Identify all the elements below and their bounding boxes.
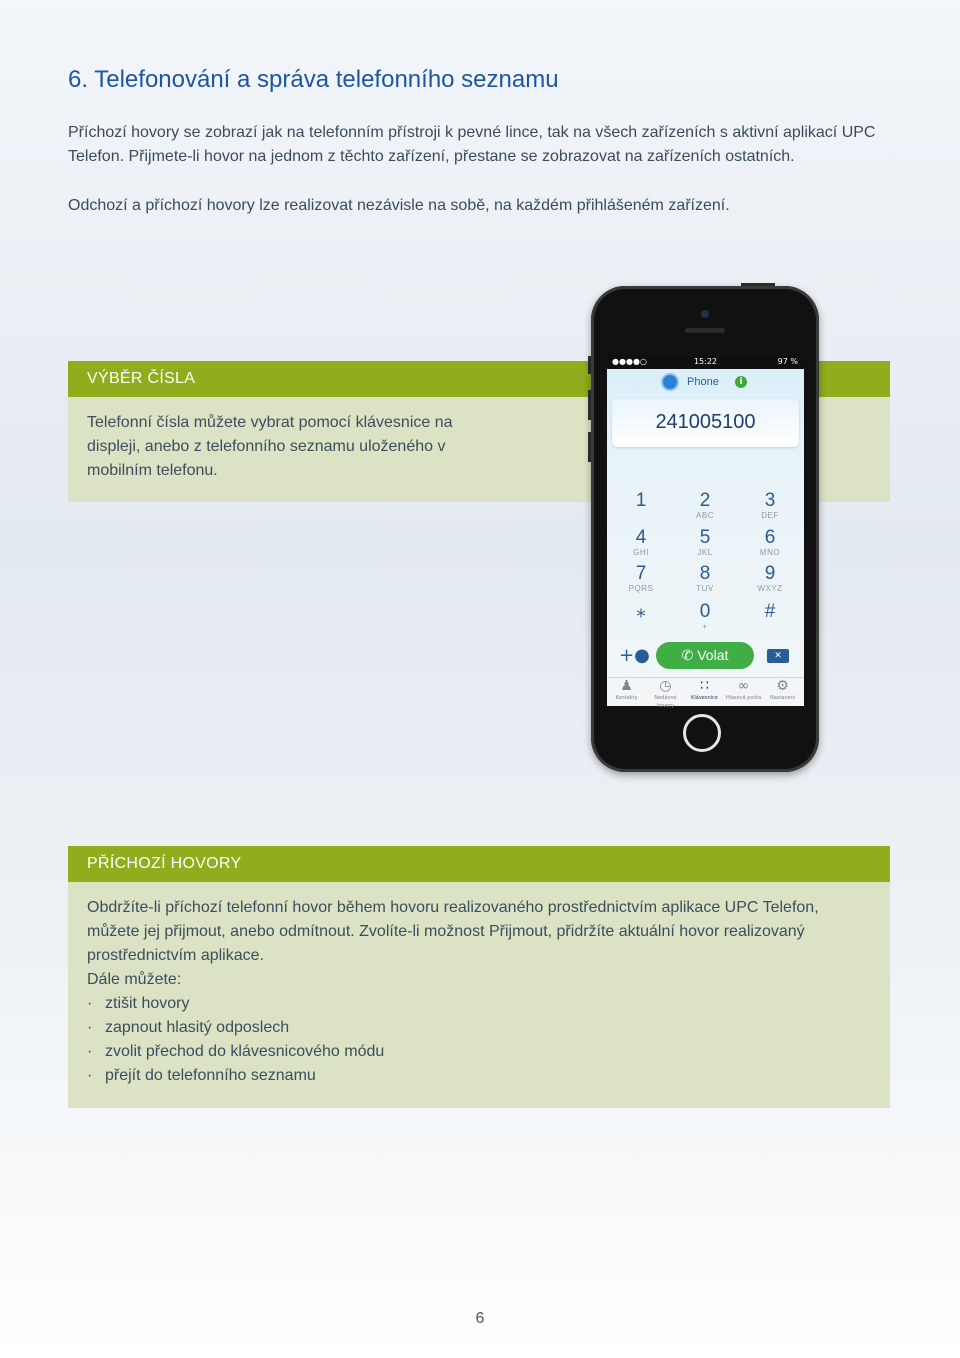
info-icon[interactable]: i: [735, 376, 747, 388]
options-list: [87, 992, 871, 1088]
key-8[interactable]: 8 TUV: [696, 563, 714, 593]
earpiece-speaker: [685, 328, 725, 333]
person-icon: ♟: [620, 678, 633, 694]
volume-up-button: [588, 390, 591, 420]
page-number: 6: [475, 1310, 485, 1327]
key-9[interactable]: 9 WXYZ: [757, 563, 783, 593]
phone-illustration: [591, 286, 819, 772]
add-contact-icon[interactable]: +●: [619, 645, 650, 666]
tab-recent[interactable]: ◷ Nedávné hovory: [646, 678, 685, 710]
key-6[interactable]: 6 MNO: [759, 527, 781, 557]
key-2[interactable]: 2 ABC: [696, 490, 714, 520]
section-more: Dále můžete:: [87, 971, 182, 988]
phone-icon: ✆: [681, 647, 698, 663]
section-prichozi-hovory: [68, 846, 890, 1108]
gear-icon: ⚙: [776, 678, 789, 694]
power-button: [741, 283, 775, 286]
list-item: · zapnout hlasitý odposlech: [87, 1016, 871, 1040]
app-name: Phone: [687, 376, 719, 388]
tab-bar: [607, 677, 804, 709]
front-camera: [701, 310, 709, 318]
section-heading: VÝBĚR ČÍSLA: [68, 361, 890, 397]
status-bar: [607, 355, 804, 369]
number-display: [612, 399, 799, 447]
section-paragraph: Obdržíte-li příchozí telefonní hovor během hovoru realizovaného prostřednictvím aplikace UPC Telefon, můžete jej přijmout, anebo odmítnout. Zvolíte-li možnost Přijmout, přidržíte aktuální hovor realizovaný prostřednictvím aplikace.: [87, 899, 819, 964]
list-item: · zvolit přechod do klávesnicového módu: [87, 1040, 871, 1064]
tab-kontakty[interactable]: ♟ Kontakty: [607, 678, 646, 702]
list-item: · ztišit hovory: [87, 992, 871, 1016]
status-time: 15:22: [693, 357, 718, 366]
tab-settings[interactable]: ⚙ Nastavení: [763, 678, 802, 702]
list-item: · přejít do telefonního seznamu: [87, 1064, 871, 1088]
backspace-icon[interactable]: ✕: [767, 649, 789, 663]
phone-screen: [607, 355, 804, 709]
key-1[interactable]: 1: [635, 490, 647, 511]
key-5[interactable]: 5 JKL: [697, 527, 713, 557]
key-7[interactable]: 7 PQRS: [628, 563, 654, 593]
page-title: 6. Telefonování a správa telefonního seznamu: [68, 66, 559, 93]
key-0[interactable]: 0 +: [699, 601, 711, 631]
intro-paragraph-2: Odchozí a příchozí hovory lze realizovat nezávisle na sobě, na každém přihlášeném zařízení.: [68, 197, 730, 214]
battery-indicator: 97 %: [777, 357, 798, 366]
app-header: [607, 371, 804, 395]
section-heading: PŘÍCHOZÍ HOVORY: [68, 846, 890, 882]
intro-paragraph-1: Příchozí hovory se zobrazí jak na telefonním přístroji k pevné lince, tak na všech zařízeních s aktivní aplikací UPC Telefon. Přijmete-li hovor na jednom z těchto zařízení, přestane se zobrazovat na zařízeních ostatních.: [68, 124, 876, 165]
key-hash[interactable]: #: [764, 601, 776, 622]
key-star[interactable]: ⁎: [636, 601, 646, 622]
tab-voicemail[interactable]: ∞ Hlasová pošta: [725, 678, 762, 701]
section-body: Telefonní čísla můžete vybrat pomocí klávesnice na displeji, anebo z telefonního seznamu uloženého v mobilním telefonu.: [87, 414, 453, 479]
call-button[interactable]: [656, 642, 754, 669]
keypad-icon: ∷: [700, 678, 709, 694]
call-button-label: Volat: [697, 647, 729, 663]
home-button: [683, 714, 721, 752]
section-body: [68, 882, 890, 1102]
dialed-number: 241005100: [655, 411, 756, 433]
mute-switch: [588, 356, 591, 374]
key-3[interactable]: 3 DEF: [761, 490, 779, 520]
app-logo-icon: [661, 373, 679, 391]
clock-icon: ◷: [659, 678, 672, 694]
voicemail-icon: ∞: [737, 678, 750, 694]
key-4[interactable]: 4 GHI: [633, 527, 649, 557]
volume-down-button: [588, 432, 591, 462]
tab-keypad[interactable]: ∷ Klávesnice: [685, 678, 724, 702]
signal-indicator: ●●●●○: [612, 357, 647, 366]
